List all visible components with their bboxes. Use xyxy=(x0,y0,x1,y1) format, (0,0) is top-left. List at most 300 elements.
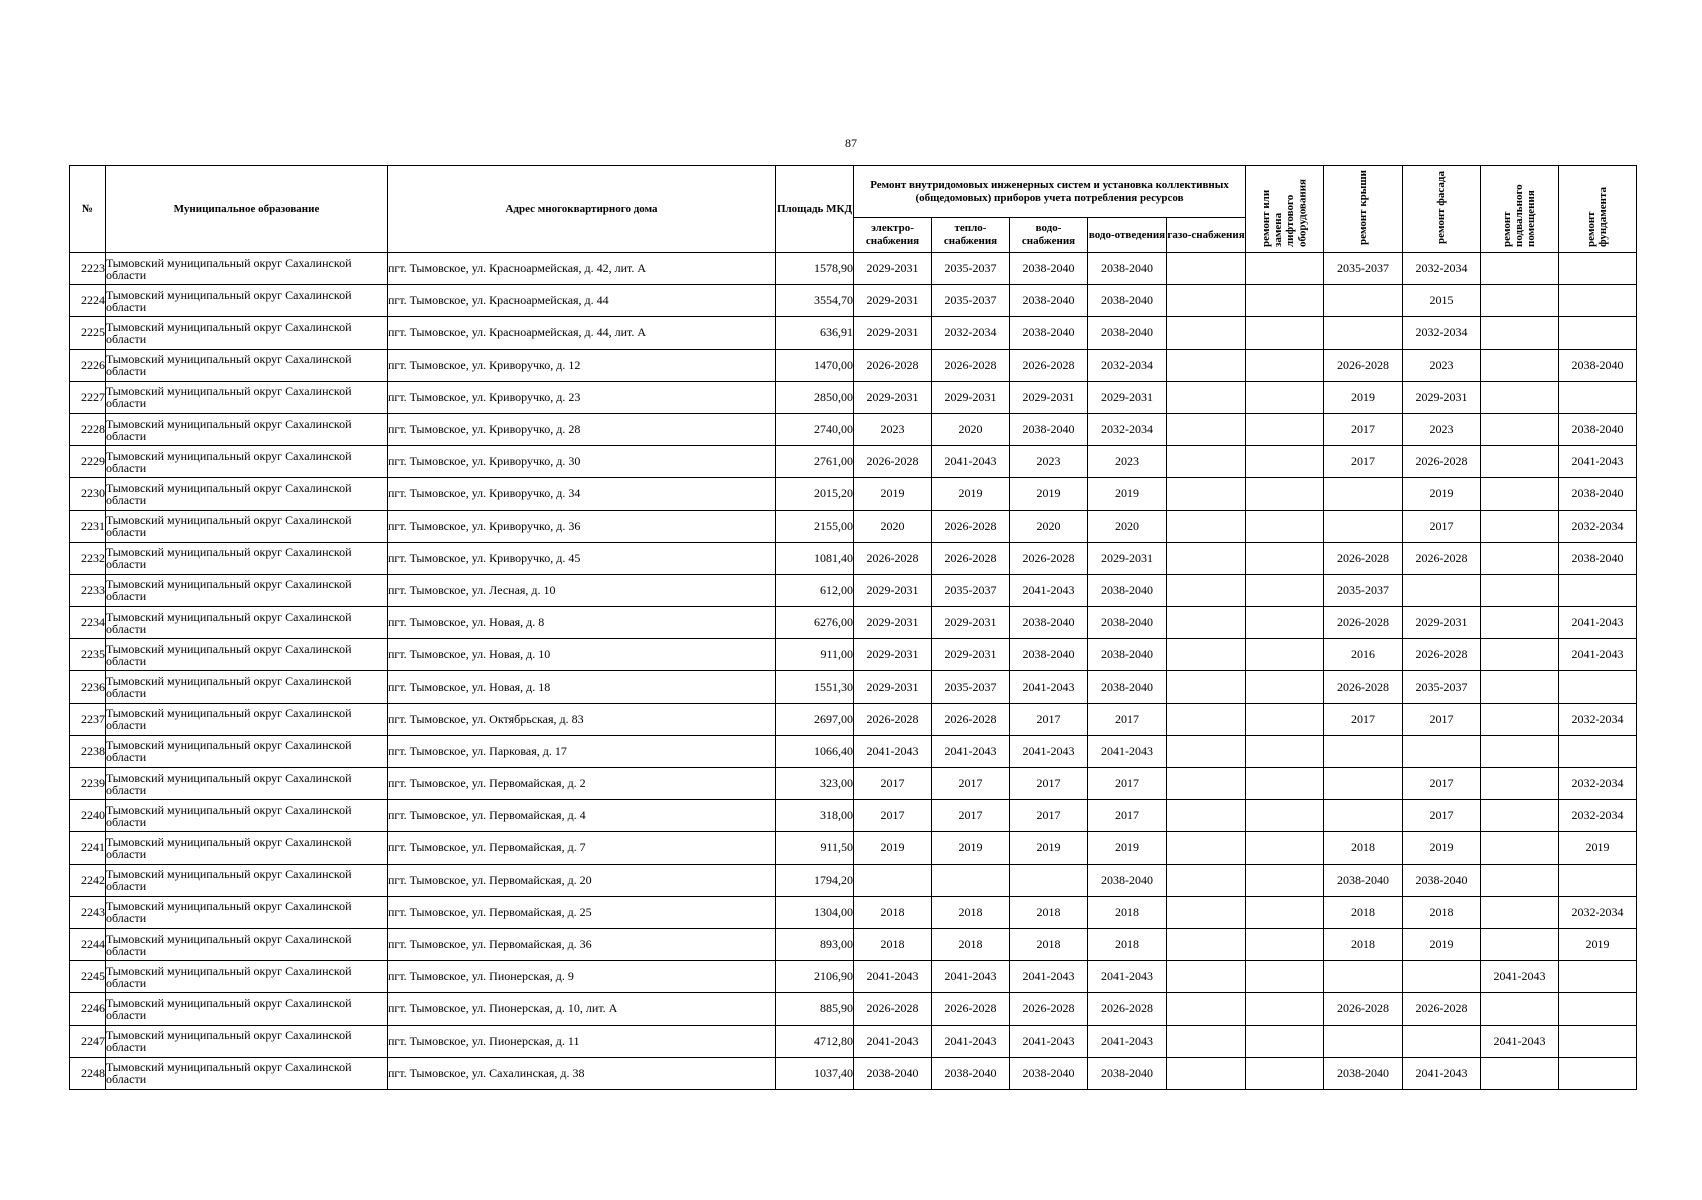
row-number: 2225 xyxy=(70,317,106,349)
facade-cell: 2026-2028 xyxy=(1403,993,1481,1025)
basement-cell xyxy=(1481,542,1559,574)
drainage-cell: 2038-2040 xyxy=(1088,1057,1167,1089)
water-cell xyxy=(1010,864,1088,896)
municipality-cell: Тымовский муниципальный округ Сахалинской области xyxy=(106,510,388,542)
drainage-cell: 2032-2034 xyxy=(1088,349,1167,381)
area-cell: 2697,00 xyxy=(776,703,854,735)
table-row xyxy=(70,1057,1637,1089)
elevator-cell xyxy=(1246,896,1324,928)
table-row xyxy=(70,285,1637,317)
gas-cell xyxy=(1167,381,1246,413)
table-row xyxy=(70,896,1637,928)
area-cell: 1304,00 xyxy=(776,896,854,928)
elevator-cell xyxy=(1246,703,1324,735)
gas-cell xyxy=(1167,349,1246,381)
elevator-cell xyxy=(1246,542,1324,574)
area-cell: 885,90 xyxy=(776,993,854,1025)
row-number: 2230 xyxy=(70,478,106,510)
drainage-cell: 2018 xyxy=(1088,928,1167,960)
roof-cell xyxy=(1324,735,1403,767)
municipality-cell: Тымовский муниципальный округ Сахалинской области xyxy=(106,381,388,413)
facade-cell: 2032-2034 xyxy=(1403,253,1481,285)
facade-cell: 2015 xyxy=(1403,285,1481,317)
area-cell: 2015,20 xyxy=(776,478,854,510)
header-heat: тепло-снабжения xyxy=(932,218,1010,253)
table-row xyxy=(70,510,1637,542)
facade-cell: 2029-2031 xyxy=(1403,607,1481,639)
drainage-cell: 2038-2040 xyxy=(1088,253,1167,285)
drainage-cell: 2041-2043 xyxy=(1088,1025,1167,1057)
municipality-cell: Тымовский муниципальный округ Сахалинской области xyxy=(106,1057,388,1089)
gas-cell xyxy=(1167,317,1246,349)
water-cell: 2018 xyxy=(1010,896,1088,928)
roof-cell: 2035-2037 xyxy=(1324,253,1403,285)
basement-cell xyxy=(1481,253,1559,285)
gas-cell xyxy=(1167,478,1246,510)
area-cell: 2850,00 xyxy=(776,381,854,413)
header-electricity: электро-снабжения xyxy=(854,218,932,253)
elevator-cell xyxy=(1246,317,1324,349)
elevator-cell xyxy=(1246,478,1324,510)
address-cell: пгт. Тымовское, ул. Первомайская, д. 2 xyxy=(388,768,776,800)
electricity-cell: 2029-2031 xyxy=(854,317,932,349)
basement-cell xyxy=(1481,768,1559,800)
row-number: 2242 xyxy=(70,864,106,896)
header-foundation xyxy=(1559,166,1637,253)
elevator-cell xyxy=(1246,446,1324,478)
roof-cell: 2017 xyxy=(1324,446,1403,478)
drainage-cell: 2038-2040 xyxy=(1088,574,1167,606)
foundation-cell xyxy=(1559,993,1637,1025)
municipality-cell: Тымовский муниципальный округ Сахалинской области xyxy=(106,542,388,574)
drainage-cell: 2020 xyxy=(1088,510,1167,542)
area-cell: 893,00 xyxy=(776,928,854,960)
basement-cell xyxy=(1481,478,1559,510)
foundation-cell: 2038-2040 xyxy=(1559,542,1637,574)
address-cell: пгт. Тымовское, ул. Сахалинская, д. 38 xyxy=(388,1057,776,1089)
foundation-cell: 2041-2043 xyxy=(1559,607,1637,639)
basement-cell xyxy=(1481,993,1559,1025)
gas-cell xyxy=(1167,574,1246,606)
heat-cell: 2029-2031 xyxy=(932,607,1010,639)
gas-cell xyxy=(1167,253,1246,285)
electricity-cell: 2029-2031 xyxy=(854,671,932,703)
facade-cell: 2017 xyxy=(1403,800,1481,832)
electricity-cell: 2029-2031 xyxy=(854,574,932,606)
facade-cell: 2035-2037 xyxy=(1403,671,1481,703)
header-area: Площадь МКД xyxy=(776,166,854,253)
basement-cell xyxy=(1481,735,1559,767)
area-cell: 6276,00 xyxy=(776,607,854,639)
drainage-cell: 2038-2040 xyxy=(1088,607,1167,639)
area-cell: 4712,80 xyxy=(776,1025,854,1057)
facade-cell: 2017 xyxy=(1403,768,1481,800)
roof-cell xyxy=(1324,510,1403,542)
basement-cell xyxy=(1481,607,1559,639)
roof-cell: 2026-2028 xyxy=(1324,542,1403,574)
drainage-cell: 2041-2043 xyxy=(1088,735,1167,767)
roof-cell: 2035-2037 xyxy=(1324,574,1403,606)
electricity-cell: 2026-2028 xyxy=(854,993,932,1025)
elevator-cell xyxy=(1246,349,1324,381)
elevator-cell xyxy=(1246,735,1324,767)
municipality-cell: Тымовский муниципальный округ Сахалинской области xyxy=(106,574,388,606)
elevator-cell xyxy=(1246,832,1324,864)
row-number: 2243 xyxy=(70,896,106,928)
water-cell: 2019 xyxy=(1010,478,1088,510)
row-number: 2237 xyxy=(70,703,106,735)
address-cell: пгт. Тымовское, ул. Лесная, д. 10 xyxy=(388,574,776,606)
electricity-cell: 2029-2031 xyxy=(854,381,932,413)
elevator-cell xyxy=(1246,864,1324,896)
water-cell: 2038-2040 xyxy=(1010,639,1088,671)
drainage-cell: 2041-2043 xyxy=(1088,961,1167,993)
facade-cell: 2026-2028 xyxy=(1403,639,1481,671)
heat-cell: 2026-2028 xyxy=(932,703,1010,735)
table-row xyxy=(70,574,1637,606)
facade-cell: 2041-2043 xyxy=(1403,1057,1481,1089)
address-cell: пгт. Тымовское, ул. Красноармейская, д. 42, лит. А xyxy=(388,253,776,285)
foundation-cell xyxy=(1559,735,1637,767)
water-cell: 2041-2043 xyxy=(1010,735,1088,767)
address-cell: пгт. Тымовское, ул. Первомайская, д. 20 xyxy=(388,864,776,896)
address-cell: пгт. Тымовское, ул. Первомайская, д. 36 xyxy=(388,928,776,960)
header-num: № xyxy=(70,166,106,253)
gas-cell xyxy=(1167,1025,1246,1057)
area-cell: 1794,20 xyxy=(776,864,854,896)
elevator-cell xyxy=(1246,928,1324,960)
facade-cell: 2019 xyxy=(1403,832,1481,864)
municipality-cell: Тымовский муниципальный округ Сахалинской области xyxy=(106,478,388,510)
address-cell: пгт. Тымовское, ул. Криворучко, д. 12 xyxy=(388,349,776,381)
foundation-cell xyxy=(1559,285,1637,317)
heat-cell: 2019 xyxy=(932,832,1010,864)
drainage-cell: 2038-2040 xyxy=(1088,317,1167,349)
address-cell: пгт. Тымовское, ул. Первомайская, д. 25 xyxy=(388,896,776,928)
electricity-cell: 2019 xyxy=(854,478,932,510)
basement-cell xyxy=(1481,510,1559,542)
drainage-cell: 2019 xyxy=(1088,478,1167,510)
address-cell: пгт. Тымовское, ул. Красноармейская, д. 44, лит. А xyxy=(388,317,776,349)
gas-cell xyxy=(1167,671,1246,703)
address-cell: пгт. Тымовское, ул. Красноармейская, д. 44 xyxy=(388,285,776,317)
electricity-cell: 2029-2031 xyxy=(854,639,932,671)
municipality-cell: Тымовский муниципальный округ Сахалинской области xyxy=(106,446,388,478)
gas-cell xyxy=(1167,1057,1246,1089)
row-number: 2223 xyxy=(70,253,106,285)
table-row xyxy=(70,478,1637,510)
elevator-cell xyxy=(1246,1057,1324,1089)
heat-cell: 2026-2028 xyxy=(932,542,1010,574)
table-row xyxy=(70,317,1637,349)
foundation-cell: 2038-2040 xyxy=(1559,478,1637,510)
area-cell: 1551,30 xyxy=(776,671,854,703)
foundation-cell: 2032-2034 xyxy=(1559,703,1637,735)
row-number: 2227 xyxy=(70,381,106,413)
roof-cell: 2026-2028 xyxy=(1324,607,1403,639)
address-cell: пгт. Тымовское, ул. Криворучко, д. 34 xyxy=(388,478,776,510)
drainage-cell: 2017 xyxy=(1088,800,1167,832)
electricity-cell: 2026-2028 xyxy=(854,446,932,478)
facade-cell xyxy=(1403,961,1481,993)
header-gas: газо-снабжения xyxy=(1167,218,1246,253)
facade-cell: 2026-2028 xyxy=(1403,446,1481,478)
basement-cell xyxy=(1481,381,1559,413)
repair-schedule-table xyxy=(69,165,1637,1090)
row-number: 2246 xyxy=(70,993,106,1025)
area-cell: 3554,70 xyxy=(776,285,854,317)
table-row xyxy=(70,832,1637,864)
municipality-cell: Тымовский муниципальный округ Сахалинской области xyxy=(106,993,388,1025)
heat-cell: 2017 xyxy=(932,768,1010,800)
gas-cell xyxy=(1167,864,1246,896)
elevator-cell xyxy=(1246,607,1324,639)
elevator-cell xyxy=(1246,639,1324,671)
facade-cell: 2019 xyxy=(1403,478,1481,510)
row-number: 2248 xyxy=(70,1057,106,1089)
heat-cell: 2019 xyxy=(932,478,1010,510)
row-number: 2247 xyxy=(70,1025,106,1057)
address-cell: пгт. Тымовское, ул. Криворучко, д. 23 xyxy=(388,381,776,413)
water-cell: 2026-2028 xyxy=(1010,993,1088,1025)
row-number: 2235 xyxy=(70,639,106,671)
table-row xyxy=(70,413,1637,445)
area-cell: 1081,40 xyxy=(776,542,854,574)
table-body xyxy=(70,253,1637,1090)
table-row xyxy=(70,1025,1637,1057)
address-cell: пгт. Тымовское, ул. Первомайская, д. 4 xyxy=(388,800,776,832)
page-number: 87 xyxy=(845,136,857,150)
table-row xyxy=(70,253,1637,285)
foundation-cell xyxy=(1559,864,1637,896)
row-number: 2229 xyxy=(70,446,106,478)
gas-cell xyxy=(1167,413,1246,445)
heat-cell: 2041-2043 xyxy=(932,961,1010,993)
facade-cell xyxy=(1403,735,1481,767)
water-cell: 2038-2040 xyxy=(1010,1057,1088,1089)
municipality-cell: Тымовский муниципальный округ Сахалинской области xyxy=(106,349,388,381)
water-cell: 2017 xyxy=(1010,703,1088,735)
foundation-cell: 2041-2043 xyxy=(1559,446,1637,478)
foundation-cell: 2032-2034 xyxy=(1559,510,1637,542)
elevator-cell xyxy=(1246,768,1324,800)
municipality-cell: Тымовский муниципальный округ Сахалинской области xyxy=(106,639,388,671)
header-elevator xyxy=(1246,166,1324,253)
table-row xyxy=(70,671,1637,703)
address-cell: пгт. Тымовское, ул. Криворучко, д. 28 xyxy=(388,413,776,445)
roof-cell: 2026-2028 xyxy=(1324,993,1403,1025)
municipality-cell: Тымовский муниципальный округ Сахалинской области xyxy=(106,832,388,864)
address-cell: пгт. Тымовское, ул. Новая, д. 18 xyxy=(388,671,776,703)
gas-cell xyxy=(1167,768,1246,800)
roof-cell: 2017 xyxy=(1324,413,1403,445)
foundation-cell xyxy=(1559,381,1637,413)
roof-cell: 2018 xyxy=(1324,832,1403,864)
elevator-cell xyxy=(1246,993,1324,1025)
gas-cell xyxy=(1167,639,1246,671)
roof-cell: 2018 xyxy=(1324,896,1403,928)
municipality-cell: Тымовский муниципальный округ Сахалинской области xyxy=(106,607,388,639)
water-cell: 2041-2043 xyxy=(1010,574,1088,606)
address-cell: пгт. Тымовское, ул. Криворучко, д. 36 xyxy=(388,510,776,542)
heat-cell: 2035-2037 xyxy=(932,285,1010,317)
water-cell: 2020 xyxy=(1010,510,1088,542)
basement-cell xyxy=(1481,864,1559,896)
drainage-cell: 2026-2028 xyxy=(1088,993,1167,1025)
area-cell: 1470,00 xyxy=(776,349,854,381)
municipality-cell: Тымовский муниципальный округ Сахалинской области xyxy=(106,864,388,896)
table-row xyxy=(70,446,1637,478)
elevator-cell xyxy=(1246,510,1324,542)
basement-cell: 2041-2043 xyxy=(1481,961,1559,993)
basement-cell xyxy=(1481,446,1559,478)
foundation-cell: 2038-2040 xyxy=(1559,349,1637,381)
address-cell: пгт. Тымовское, ул. Пионерская, д. 9 xyxy=(388,961,776,993)
water-cell: 2029-2031 xyxy=(1010,381,1088,413)
heat-cell: 2017 xyxy=(932,800,1010,832)
heat-cell: 2018 xyxy=(932,896,1010,928)
header-elevator-text: ремонт или замена лифтового оборудования xyxy=(1260,179,1309,248)
header-drainage: водо-отведения xyxy=(1088,218,1167,253)
row-number: 2236 xyxy=(70,671,106,703)
elevator-cell xyxy=(1246,961,1324,993)
electricity-cell: 2029-2031 xyxy=(854,285,932,317)
row-number: 2233 xyxy=(70,574,106,606)
municipality-cell: Тымовский муниципальный округ Сахалинской области xyxy=(106,896,388,928)
area-cell: 2761,00 xyxy=(776,446,854,478)
electricity-cell: 2029-2031 xyxy=(854,253,932,285)
area-cell: 323,00 xyxy=(776,768,854,800)
table-row xyxy=(70,993,1637,1025)
municipality-cell: Тымовский муниципальный округ Сахалинской области xyxy=(106,285,388,317)
drainage-cell: 2017 xyxy=(1088,703,1167,735)
table-row xyxy=(70,864,1637,896)
table-row xyxy=(70,928,1637,960)
elevator-cell xyxy=(1246,253,1324,285)
area-cell: 636,91 xyxy=(776,317,854,349)
electricity-cell: 2026-2028 xyxy=(854,703,932,735)
heat-cell: 2035-2037 xyxy=(932,671,1010,703)
roof-cell xyxy=(1324,285,1403,317)
heat-cell xyxy=(932,864,1010,896)
electricity-cell: 2041-2043 xyxy=(854,735,932,767)
drainage-cell: 2029-2031 xyxy=(1088,542,1167,574)
foundation-cell: 2032-2034 xyxy=(1559,768,1637,800)
facade-cell: 2038-2040 xyxy=(1403,864,1481,896)
area-cell: 2106,90 xyxy=(776,961,854,993)
gas-cell xyxy=(1167,510,1246,542)
row-number: 2231 xyxy=(70,510,106,542)
municipality-cell: Тымовский муниципальный округ Сахалинской области xyxy=(106,317,388,349)
water-cell: 2026-2028 xyxy=(1010,542,1088,574)
electricity-cell: 2026-2028 xyxy=(854,349,932,381)
row-number: 2240 xyxy=(70,800,106,832)
water-cell: 2038-2040 xyxy=(1010,253,1088,285)
water-cell: 2038-2040 xyxy=(1010,285,1088,317)
area-cell: 1578,90 xyxy=(776,253,854,285)
electricity-cell: 2041-2043 xyxy=(854,1025,932,1057)
drainage-cell: 2019 xyxy=(1088,832,1167,864)
gas-cell xyxy=(1167,446,1246,478)
header-roof-text: ремонт крыши xyxy=(1356,169,1369,245)
roof-cell xyxy=(1324,478,1403,510)
water-cell: 2019 xyxy=(1010,832,1088,864)
water-cell: 2038-2040 xyxy=(1010,413,1088,445)
electricity-cell xyxy=(854,864,932,896)
electricity-cell: 2018 xyxy=(854,896,932,928)
table-header xyxy=(70,166,1637,253)
heat-cell: 2018 xyxy=(932,928,1010,960)
basement-cell xyxy=(1481,413,1559,445)
address-cell: пгт. Тымовское, ул. Первомайская, д. 7 xyxy=(388,832,776,864)
elevator-cell xyxy=(1246,381,1324,413)
gas-cell xyxy=(1167,928,1246,960)
area-cell: 1037,40 xyxy=(776,1057,854,1089)
table-row xyxy=(70,639,1637,671)
row-number: 2224 xyxy=(70,285,106,317)
drainage-cell: 2032-2034 xyxy=(1088,413,1167,445)
header-systems-group: Ремонт внутридомовых инженерных систем и установка коллективных (общедомовых) приборов учета потребления ресурсов xyxy=(854,166,1246,218)
gas-cell xyxy=(1167,703,1246,735)
foundation-cell xyxy=(1559,961,1637,993)
roof-cell xyxy=(1324,768,1403,800)
row-number: 2238 xyxy=(70,735,106,767)
heat-cell: 2035-2037 xyxy=(932,253,1010,285)
table-row xyxy=(70,768,1637,800)
drainage-cell: 2029-2031 xyxy=(1088,381,1167,413)
heat-cell: 2026-2028 xyxy=(932,510,1010,542)
municipality-cell: Тымовский муниципальный округ Сахалинской области xyxy=(106,735,388,767)
roof-cell: 2038-2040 xyxy=(1324,864,1403,896)
foundation-cell xyxy=(1559,1025,1637,1057)
facade-cell: 2018 xyxy=(1403,896,1481,928)
roof-cell xyxy=(1324,317,1403,349)
electricity-cell: 2017 xyxy=(854,800,932,832)
table-row xyxy=(70,542,1637,574)
table-row xyxy=(70,735,1637,767)
roof-cell xyxy=(1324,800,1403,832)
elevator-cell xyxy=(1246,574,1324,606)
basement-cell xyxy=(1481,671,1559,703)
header-basement-text: ремонт подвального помещения xyxy=(1501,184,1538,248)
electricity-cell: 2029-2031 xyxy=(854,607,932,639)
drainage-cell: 2038-2040 xyxy=(1088,639,1167,671)
municipality-cell: Тымовский муниципальный округ Сахалинской области xyxy=(106,703,388,735)
heat-cell: 2038-2040 xyxy=(932,1057,1010,1089)
municipality-cell: Тымовский муниципальный округ Сахалинской области xyxy=(106,961,388,993)
table-row xyxy=(70,961,1637,993)
municipality-cell: Тымовский муниципальный округ Сахалинской области xyxy=(106,413,388,445)
water-cell: 2017 xyxy=(1010,768,1088,800)
table-row xyxy=(70,607,1637,639)
roof-cell: 2019 xyxy=(1324,381,1403,413)
water-cell: 2023 xyxy=(1010,446,1088,478)
row-number: 2239 xyxy=(70,768,106,800)
facade-cell: 2017 xyxy=(1403,510,1481,542)
facade-cell xyxy=(1403,1025,1481,1057)
basement-cell xyxy=(1481,928,1559,960)
foundation-cell xyxy=(1559,253,1637,285)
water-cell: 2017 xyxy=(1010,800,1088,832)
basement-cell xyxy=(1481,349,1559,381)
heat-cell: 2035-2037 xyxy=(932,574,1010,606)
roof-cell: 2038-2040 xyxy=(1324,1057,1403,1089)
row-number: 2234 xyxy=(70,607,106,639)
address-cell: пгт. Тымовское, ул. Новая, д. 8 xyxy=(388,607,776,639)
gas-cell xyxy=(1167,800,1246,832)
municipality-cell: Тымовский муниципальный округ Сахалинской области xyxy=(106,1025,388,1057)
elevator-cell xyxy=(1246,285,1324,317)
